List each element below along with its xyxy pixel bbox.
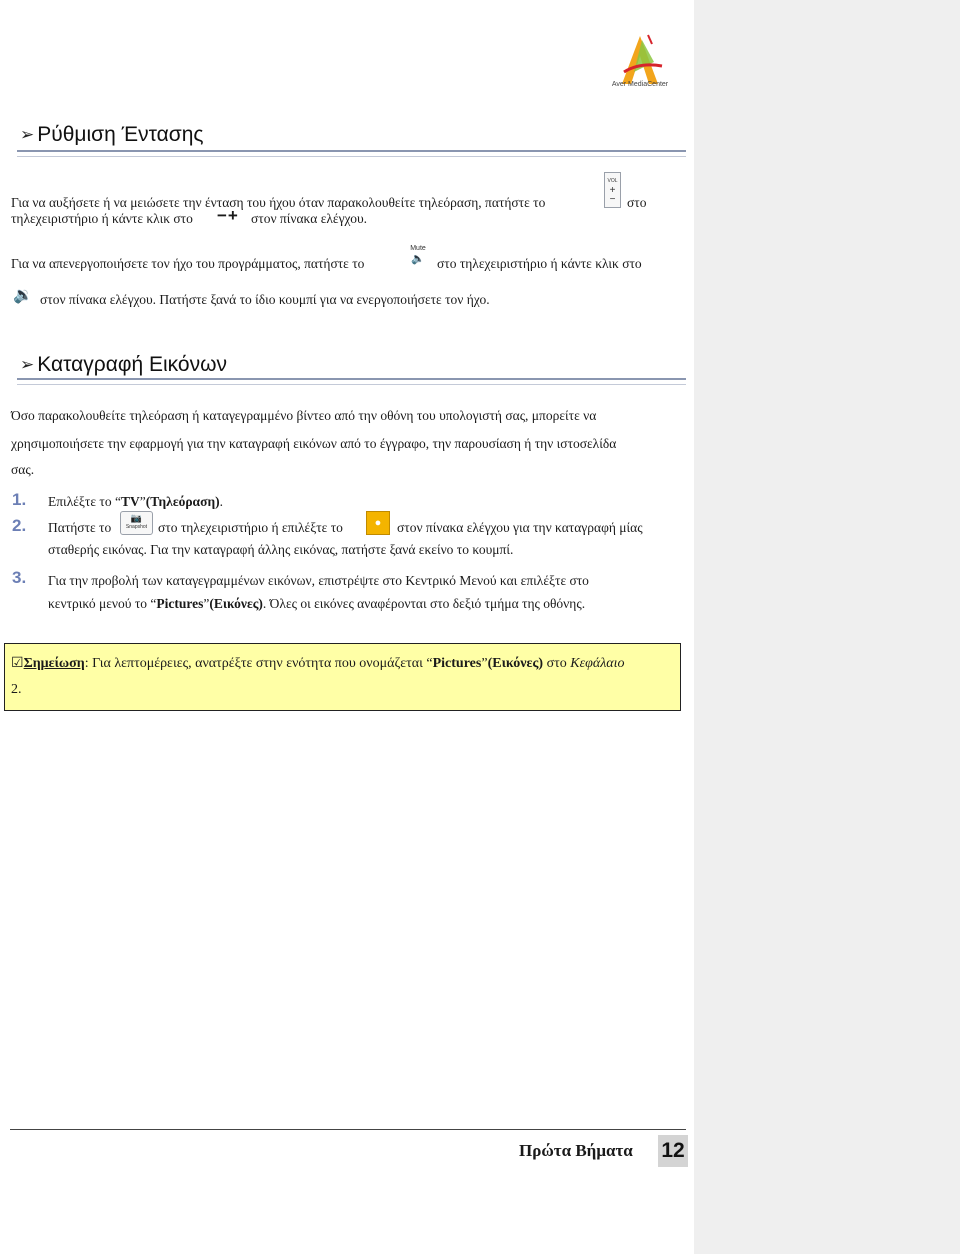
mute-button-icon: [406, 241, 430, 267]
camera-icon: 📷: [130, 513, 143, 523]
mute-paragraph-line2: στον πίνακα ελέγχου. Πατήστε ξανά το ίδιο κουμπί για να ενεργοποιήσετε τον ήχο.: [40, 292, 490, 307]
step-2-line2: σταθερής εικόνας. Για την καταγραφή άλλης εικόνας, πατήστε ξανά εκείνο το κουμπί.: [48, 542, 514, 557]
step-number: 1.: [12, 490, 27, 509]
vol-label: VOL: [607, 177, 618, 184]
checkbox-icon: ☑: [11, 656, 24, 671]
capture-intro-line2: χρησιμοποιήσετε την εφαρμογή για την καταγραφή εικόνων από το έγγραφο, την παρουσίαση ή την ιστοσελίδα: [11, 436, 617, 451]
step-number: 2.: [12, 516, 27, 535]
note-text-line2: 2.: [11, 682, 22, 697]
step-3-line2: κεντρικό μενού το “Pictures”(Εικόνες). Όλες οι εικόνες αναφέρονται στο δεξιό τμήμα της οθόνης.: [48, 596, 586, 611]
section-title: Καταγραφή Εικόνων: [37, 353, 227, 376]
footer-rule: [10, 1129, 686, 1130]
volume-paragraph-line2-end: στον πίνακα ελέγχου.: [251, 211, 368, 226]
camera-icon: ●: [374, 517, 382, 529]
step-2-text-b: στο τηλεχειριστήριο ή επιλέξτε το: [158, 520, 343, 535]
vol-rocker-icon: [604, 172, 621, 208]
step-number: 3.: [12, 568, 27, 587]
arrow-bullet-icon: ➢: [20, 355, 35, 374]
capture-intro-line1: Όσο παρακολουθείτε τηλεόραση ή καταγεγραμμένο βίντεο από την οθόνη του υπολογιστή σας, μπορείτε να: [11, 408, 597, 423]
section-heading-capture: [20, 353, 227, 377]
footer-title: Πρώτα Βήματα: [519, 1141, 633, 1160]
heading-rule-thin: [17, 384, 686, 385]
logo-text: Aver MediaCenter: [611, 81, 669, 88]
snapshot-button-icon: [120, 511, 153, 535]
volume-minus-plus-icon: −+: [217, 206, 239, 225]
section-heading-volume: [20, 123, 204, 147]
capture-intro-line3: σας.: [11, 462, 35, 477]
step-1-text: Επιλέξτε το “TV”(Τηλεόραση).: [48, 494, 223, 509]
step-2-text-a: Πατήστε το: [48, 520, 112, 535]
minus-icon: −: [609, 193, 616, 205]
mute-label: Mute: [410, 245, 426, 252]
note-text: ☑Σημείωση: Για λεπτομέρειες, ανατρέξτε στην ενότητα που ονομάζεται “Pictures”(Εικόνες) στο Κεφάλαιο: [11, 656, 625, 671]
volume-paragraph-line1-end: στο: [627, 195, 647, 210]
step-3-line1: Για την προβολή των καταγεγραμμένων εικόνων, επιστρέψτε στο Κεντρικό Μενού και επιλέξτε στο: [48, 573, 589, 588]
step-2-text-c: στον πίνακα ελέγχου για την καταγραφή μίας: [397, 520, 643, 535]
speaker-icon: 🔉: [13, 287, 33, 304]
snapshot-label: Snapshot: [125, 524, 148, 530]
snapshot-panel-icon: [366, 511, 390, 535]
section-title: Ρύθμιση Έντασης: [37, 123, 204, 146]
mute-paragraph-line1-end: στο τηλεχειριστήριο ή κάντε κλικ στο: [437, 256, 642, 271]
volume-paragraph-line1: Για να αυξήσετε ή να μειώσετε την ένταση του ήχου όταν παρακολουθείτε τηλεόραση, πατήστε το: [11, 195, 546, 210]
page-number: 12: [658, 1135, 688, 1167]
volume-paragraph-line2-start: τηλεχειριστήριο ή κάντε κλικ στο: [11, 211, 193, 226]
heading-rule-thin: [17, 156, 686, 157]
note-label: Σημείωση: [23, 656, 85, 671]
heading-rule: [17, 150, 686, 152]
mute-paragraph-line1-start: Για να απενεργοποιήσετε τον ήχο του προγράμματος, πατήστε το: [11, 256, 365, 271]
heading-rule: [17, 378, 686, 380]
speaker-mute-icon: 🔈: [411, 253, 425, 265]
plus-icon: +: [609, 184, 616, 196]
arrow-bullet-icon: ➢: [20, 125, 35, 144]
note-box: [4, 643, 681, 711]
page-margin-sidebar: [694, 0, 960, 1254]
